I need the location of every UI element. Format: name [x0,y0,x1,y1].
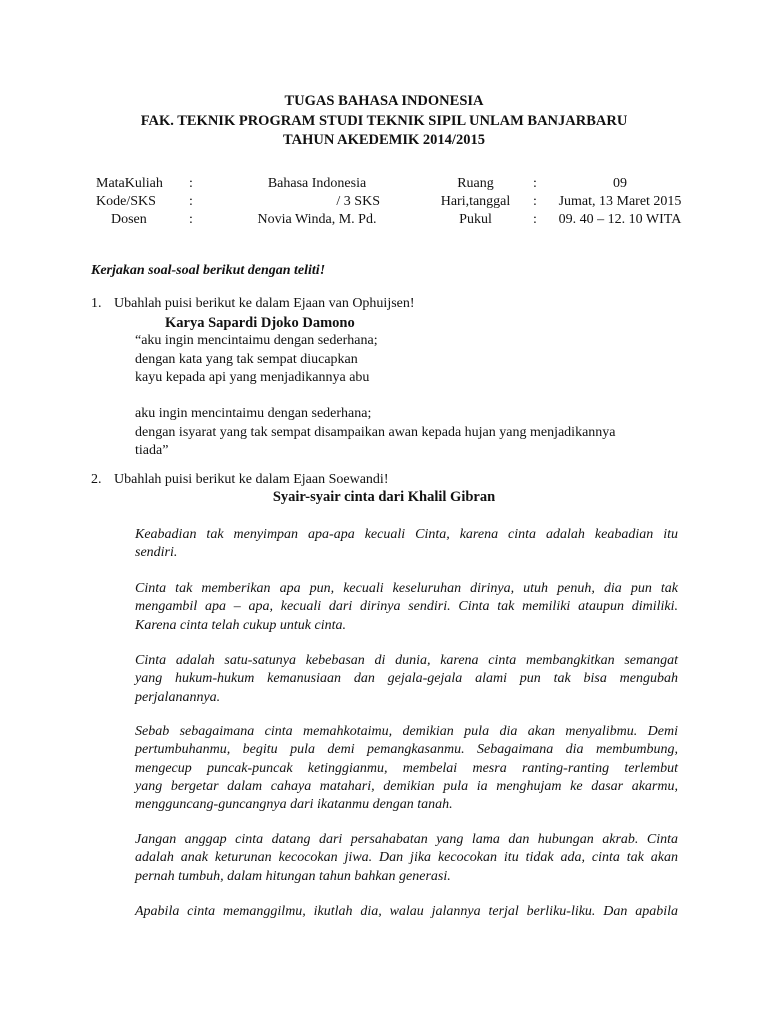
paragraph-line: Keabadian tak menyimpan apa-apa kecuali Cinta, karena cinta adalah keabadian itu [135,527,678,542]
paragraph-line: mengambil apa – apa, kecuali dari dirinya sendiri. Cinta tak memiliki ataupun dimiliki. [135,599,678,615]
poem-line: kayu kepada api yang menjadikannya abu [135,370,370,386]
info-row-code [0,193,768,211]
poem-stanza-1 [135,332,378,388]
poem-line: aku ingin mencintaimu dengan sederhana; [135,406,372,421]
info-label: Kode/SKS [96,194,156,209]
info-label: Pukul [459,212,492,227]
paragraph-line: Apabila cinta memanggilmu, ikutlah dia, walau jalannya terjal berliku-liku. Dan apabila [135,904,678,919]
question-text: Ubahlah puisi berikut ke dalam Ejaan Soewandi! [114,472,389,487]
paragraph-line: perjalanannya. [135,689,221,705]
paragraph-line: yang bergetar dalam cahaya matahari, demikian pula ia menghujam ke dasar akarmu, [135,778,678,794]
paragraph-line: Cinta tak memberikan apa pun, kecuali keseluruhan dirinya, utuh penuh, dia pun tak [135,581,678,596]
poem-paragraph-1 [135,526,678,563]
poem-title: Karya Sapardi Djoko Damono [165,315,355,331]
header-faculty: FAK. TEKNIK PROGRAM STUDI TEKNIK SIPIL UNLAM BANJARBARU [140,112,628,129]
paragraph-line: pertumbuhanmu, begitu pula demi pemangkasanmu. Sebagaimana dia membumbung, [135,742,678,758]
question-text: Ubahlah puisi berikut ke dalam Ejaan van Ophuijsen! [114,296,415,311]
poem-paragraph-6 [135,903,678,921]
poem-line: tiada” [135,443,169,459]
info-value: 09. 40 – 12. 10 WITA [558,212,682,227]
paragraph-line: adalah anak keturunan kecocokan jiwa. Dan jika kecocokan itu tidak ada, cinta tak akan [135,850,678,866]
info-value: / 3 SKS [336,194,380,209]
info-colon: : [533,176,537,191]
info-colon: : [533,212,537,227]
info-colon: : [189,176,193,191]
info-colon: : [189,212,193,227]
info-row-course [0,175,768,193]
paragraph-line: mengguncang-guncangnya dari ikatanmu dengan tanah. [135,797,453,813]
info-label: MataKuliah [96,176,163,191]
paragraph-line: sendiri. [135,545,178,561]
paragraph-line: pernah tumbuh, dalam hitungan tahun bahkan generasi. [135,868,451,884]
question-number: 1. [91,296,102,311]
header-academic-year: TAHUN AKEDEMIK 2014/2015 [283,132,485,148]
poem-title: Syair-syair cinta dari Khalil Gibran [272,489,496,505]
info-value: 09 [613,176,627,191]
poem-paragraph-3 [135,652,678,707]
document-header [0,92,768,151]
paragraph-line: mengecup puncak-puncak ketinggianmu, membelai mesra ranting-ranting terlembut [135,760,678,776]
info-value: Novia Winda, M. Pd. [257,212,377,227]
info-label: Hari,tanggal [440,194,511,209]
poem-paragraph-2 [135,580,678,635]
poem-line: dengan isyarat yang tak sempat disampaikan awan kepada hujan yang menjadikannya [135,424,616,440]
header-title: TUGAS BAHASA INDONESIA [284,93,484,109]
info-colon: : [189,194,193,209]
poem-paragraph-5 [135,831,678,886]
paragraph-line: yang hukum-hukum kemanusiaan dan gejala-gejala alami pun tak bisa mengubah [135,671,678,687]
poem-paragraph-4 [135,723,678,814]
poem-stanza-2 [135,405,616,461]
instruction-text: Kerjakan soal-soal berikut dengan teliti! [91,263,326,278]
paragraph-line: Cinta adalah satu-satunya kebebasan di dunia, karena cinta membangkitkan semangat [135,653,678,668]
info-label: Ruang [457,176,494,191]
paragraph-line: Sebab sebagaimana cinta memahkotaimu, demikian pula dia akan menyalibmu. Demi [135,724,678,739]
info-row-lecturer [0,211,768,229]
info-value: Jumat, 13 Maret 2015 [558,194,682,209]
question-number: 2. [91,472,102,487]
poem-line: “aku ingin mencintaimu dengan sederhana; [135,333,378,348]
poem-line: dengan kata yang tak sempat diucapkan [135,351,358,367]
paragraph-line: Jangan anggap cinta datang dari persahabatan yang lama dan hubungan akrab. Cinta [135,832,678,847]
info-value: Bahasa Indonesia [267,176,367,191]
paragraph-line: Karena cinta telah cukup untuk cinta. [135,617,346,633]
info-colon: : [533,194,537,209]
info-label: Dosen [111,212,147,227]
